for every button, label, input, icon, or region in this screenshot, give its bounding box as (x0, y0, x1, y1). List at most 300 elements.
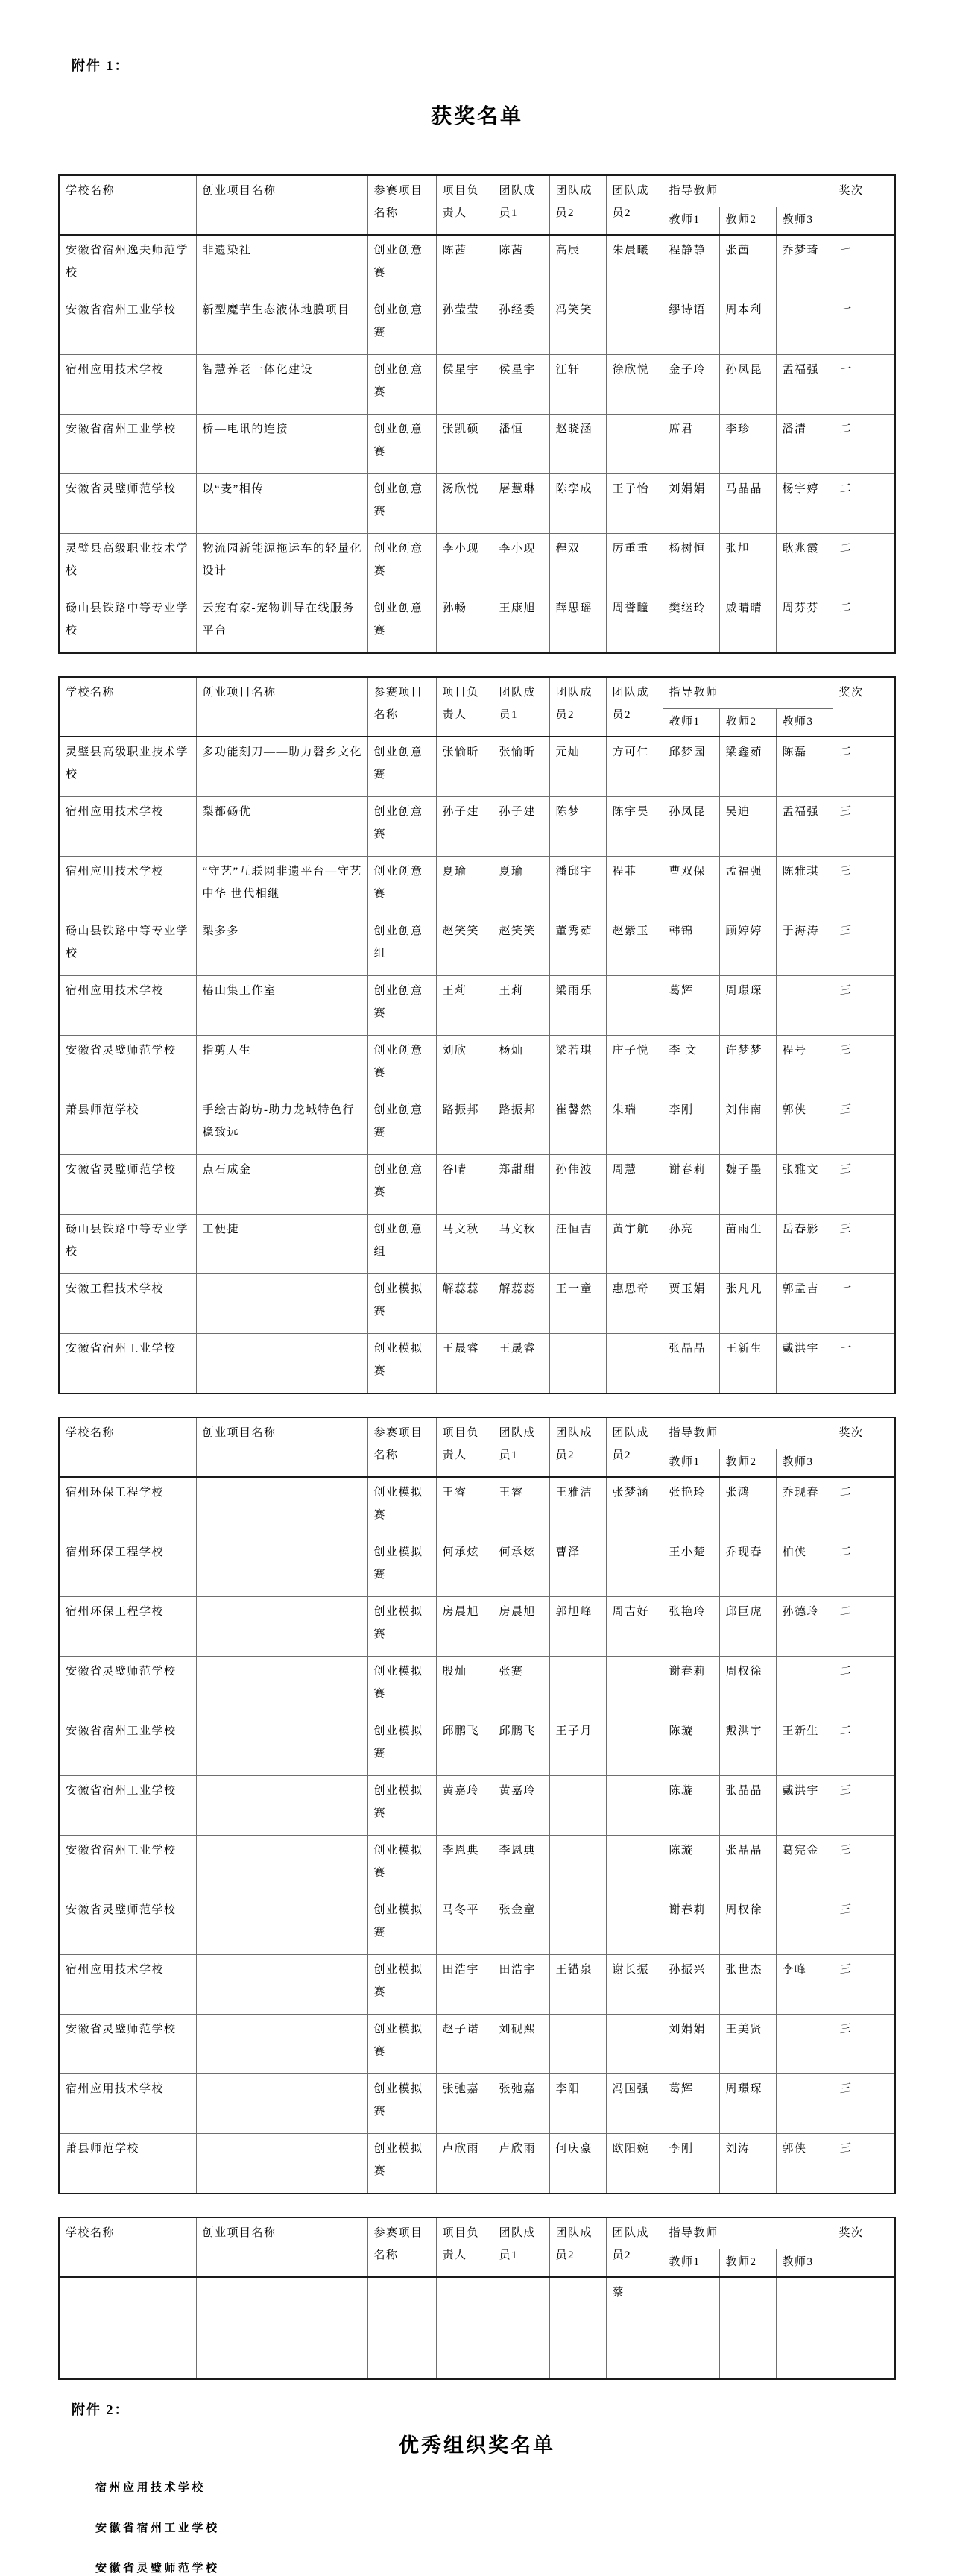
cell-value: 以“麦”相传 (202, 483, 264, 495)
header-teacher3: 教师3 (776, 709, 833, 737)
cell-value: 二 (838, 1664, 853, 1679)
cell-member2 (549, 857, 606, 916)
cell-teacher2 (719, 1036, 776, 1095)
cell-teacher1 (663, 1537, 719, 1597)
cell-value: 梨多多 (202, 925, 240, 937)
cell-value: 萧县师范学校 (66, 2143, 140, 2155)
cell-value: 创业模拟赛 (373, 1546, 423, 1581)
cell-value: 多功能刻刀——助力磬乡文化 (202, 746, 363, 758)
cell-teacher2 (719, 534, 776, 593)
cell-value: 王莉 (442, 985, 467, 997)
cell-value: 张世杰 (725, 1964, 763, 1976)
cell-teacher3 (776, 1776, 833, 1836)
cell-value: 李 文 (669, 1045, 698, 1056)
cell-value: 孙凤昆 (669, 806, 707, 818)
cell-member2b (606, 415, 663, 474)
header-teacher1: 教师1 (663, 207, 719, 236)
cell-value: 创业模拟赛 (373, 2143, 423, 2177)
header-project: 创业项目名称 (196, 677, 367, 737)
table-row (59, 976, 895, 1036)
cell-member2 (549, 534, 606, 593)
cell-competition (367, 1477, 436, 1537)
cell-value: 吴迪 (725, 806, 751, 818)
cell-teacher2 (719, 797, 776, 857)
cell-value: 乔梦琦 (782, 245, 820, 256)
header-leader: 项目负责人 (436, 2217, 493, 2277)
cell-member2 (549, 737, 606, 797)
cell-value: 灵璧县高级职业技术学校 (66, 543, 189, 577)
cell-value: 椿山集工作室 (202, 985, 277, 997)
cell-project (196, 415, 367, 474)
cell-member2 (549, 295, 606, 355)
cell-value: 宿州应用技术学校 (66, 1964, 165, 1976)
cell-school (59, 797, 196, 857)
cell-value: 汪恒吉 (555, 1224, 593, 1235)
cell-value: 程号 (782, 1045, 807, 1056)
cell-school (59, 1477, 196, 1537)
cell-competition (367, 976, 436, 1036)
cell-value: 潘邱宇 (555, 866, 593, 878)
cell-value: 周璟琛 (725, 985, 763, 997)
cell-member2b (606, 2074, 663, 2134)
cell-teacher2 (719, 355, 776, 415)
cell-value: 刘欣 (442, 1045, 467, 1056)
cell-project (196, 2277, 367, 2379)
cell-leader (436, 235, 493, 295)
cell-member2 (549, 355, 606, 415)
cell-member1 (493, 1895, 549, 1955)
cell-member1 (493, 2015, 549, 2074)
cell-school (59, 355, 196, 415)
table-row (59, 534, 895, 593)
header-row (59, 2217, 895, 2249)
header-teacher3: 教师3 (776, 1449, 833, 1478)
header-teacher2: 教师2 (719, 1449, 776, 1478)
cell-value: 创业模拟赛 (373, 1725, 423, 1760)
cell-leader (436, 1955, 493, 2015)
header-row (59, 1417, 895, 1449)
cell-value: 乔现春 (725, 1546, 763, 1558)
cell-value: 金子玲 (669, 364, 707, 376)
table-row (59, 797, 895, 857)
cell-prize (833, 534, 895, 593)
cell-member2b (606, 1537, 663, 1597)
header-row (59, 175, 895, 207)
cell-member2 (549, 1955, 606, 2015)
cell-school (59, 1895, 196, 1955)
cell-competition (367, 235, 436, 295)
header-leader: 项目负责人 (436, 677, 493, 737)
cell-teacher2 (719, 1537, 776, 1597)
cell-teacher2 (719, 474, 776, 534)
cell-teacher3 (776, 737, 833, 797)
cell-leader (436, 1537, 493, 1597)
cell-teacher2 (719, 1657, 776, 1716)
cell-value: 三 (838, 1162, 853, 1177)
cell-competition (367, 1836, 436, 1895)
cell-teacher2 (719, 2277, 776, 2379)
cell-project (196, 1274, 367, 1334)
cell-member1 (493, 1537, 549, 1597)
cell-school (59, 474, 196, 534)
cell-value: 王晟睿 (442, 1343, 480, 1355)
cell-value: 高辰 (555, 245, 581, 256)
table-row (59, 2134, 895, 2194)
cell-teacher3 (776, 534, 833, 593)
cell-leader (436, 916, 493, 976)
header-row (59, 677, 895, 709)
cell-value: 创业创意赛 (373, 423, 423, 458)
cell-project (196, 1537, 367, 1597)
cell-teacher1 (663, 976, 719, 1036)
cell-member2 (549, 1334, 606, 1394)
cell-teacher2 (719, 1477, 776, 1537)
cell-value: 砀山县铁路中等专业学校 (66, 925, 189, 960)
table-row (59, 593, 895, 654)
cell-teacher3 (776, 1095, 833, 1155)
cell-value: 宿州应用技术学校 (66, 806, 165, 818)
cell-value: 张赛 (499, 1666, 524, 1678)
cell-value: 张晶晶 (669, 1343, 707, 1355)
cell-value: 三 (838, 924, 853, 939)
table-row (59, 1155, 895, 1215)
cell-teacher3 (776, 415, 833, 474)
cell-value: 刘砚熙 (499, 2024, 537, 2035)
cell-value: 点石成金 (202, 1164, 252, 1176)
cell-member1 (493, 857, 549, 916)
cell-leader (436, 1895, 493, 1955)
cell-member1 (493, 593, 549, 654)
header-member1: 团队成员1 (493, 1417, 549, 1477)
cell-member2 (549, 1716, 606, 1776)
cell-teacher2 (719, 976, 776, 1036)
cell-value: 创业模拟赛 (373, 1666, 423, 1700)
cell-value: 耿兆霞 (782, 543, 820, 555)
cell-value: 孙凤昆 (725, 364, 763, 376)
cell-value: 宿州环保工程学校 (66, 1487, 165, 1499)
cell-member1 (493, 1334, 549, 1394)
cell-school (59, 235, 196, 295)
cell-value: 创业创意赛 (373, 245, 423, 279)
cell-project (196, 1477, 367, 1537)
cell-school (59, 1657, 196, 1716)
cell-teacher3 (776, 235, 833, 295)
cell-teacher1 (663, 2277, 719, 2379)
cell-member2b (606, 474, 663, 534)
cell-member2b (606, 1836, 663, 1895)
cell-value: 三 (838, 1962, 853, 1977)
cell-project (196, 295, 367, 355)
cell-value: 黄宇航 (612, 1224, 650, 1235)
cell-value: 谢春莉 (669, 1666, 707, 1678)
cell-value: 解蕊蕊 (499, 1283, 537, 1295)
header-teacher2: 教师2 (719, 709, 776, 737)
table-row (59, 1036, 895, 1095)
cell-value: 田浩宇 (442, 1964, 480, 1976)
cell-value: 孙德玲 (782, 1606, 820, 1618)
table-row (59, 1836, 895, 1895)
cell-school (59, 2277, 196, 2379)
cell-value: 二 (838, 422, 853, 437)
cell-value: 冯国强 (612, 2083, 650, 2095)
cell-value: 陈茜 (499, 245, 524, 256)
cell-teacher1 (663, 2134, 719, 2194)
header-prize: 奖次 (833, 677, 895, 737)
table-row (59, 1537, 895, 1597)
cell-teacher2 (719, 916, 776, 976)
cell-school (59, 2134, 196, 2194)
cell-value: 张弛嘉 (442, 2083, 480, 2095)
cell-value: 创业创意赛 (373, 1104, 423, 1139)
cell-member2 (549, 797, 606, 857)
cell-competition (367, 2277, 436, 2379)
header-leader: 项目负责人 (436, 175, 493, 235)
cell-value: 刘娟娟 (669, 483, 707, 495)
cell-prize (833, 1095, 895, 1155)
cell-value: 曹泽 (555, 1546, 581, 1558)
cell-value: 创业创意赛 (373, 806, 423, 840)
cell-project (196, 2015, 367, 2074)
cell-member2b (606, 1155, 663, 1215)
cell-value: 郑甜甜 (499, 1164, 537, 1176)
table-row (59, 1657, 895, 1716)
cell-competition (367, 593, 436, 654)
cell-value: 宿州应用技术学校 (66, 2083, 165, 2095)
header-teacher3: 教师3 (776, 2249, 833, 2278)
cell-value: 李刚 (669, 1104, 694, 1116)
cell-teacher1 (663, 2074, 719, 2134)
cell-prize (833, 355, 895, 415)
cell-value: 工便捷 (202, 1224, 240, 1235)
cell-member2b (606, 593, 663, 654)
cell-member2 (549, 415, 606, 474)
cell-value: 王莉 (499, 985, 524, 997)
cell-value: 庄子悦 (612, 1045, 650, 1056)
cell-teacher3 (776, 916, 833, 976)
cell-value: 周誉瞳 (612, 602, 650, 614)
cell-value: 安徽省宿州工业学校 (66, 304, 177, 316)
cell-value: 三 (838, 804, 853, 819)
cell-value: 三 (838, 1043, 853, 1058)
cell-leader (436, 2074, 493, 2134)
cell-teacher1 (663, 737, 719, 797)
cell-value: 安徽省灵璧师范学校 (66, 1045, 177, 1056)
cell-leader (436, 857, 493, 916)
cell-competition (367, 295, 436, 355)
cell-value: 周芬芬 (782, 602, 820, 614)
cell-value: 解蕊蕊 (442, 1283, 480, 1295)
cell-leader (436, 1477, 493, 1537)
cell-leader (436, 976, 493, 1036)
header-project: 创业项目名称 (196, 175, 367, 235)
header-teacher3: 教师3 (776, 207, 833, 236)
cell-value: 张艳玲 (669, 1606, 707, 1618)
cell-school (59, 1334, 196, 1394)
cell-teacher2 (719, 1215, 776, 1274)
cell-teacher3 (776, 2277, 833, 2379)
cell-value: 梁若琪 (555, 1045, 593, 1056)
cell-project (196, 976, 367, 1036)
cell-leader (436, 1716, 493, 1776)
header-member2: 团队成员2 (549, 1417, 606, 1477)
cell-teacher3 (776, 1895, 833, 1955)
cell-value: 马晶晶 (725, 483, 763, 495)
cell-school (59, 1955, 196, 2015)
cell-value: 王睿 (442, 1487, 467, 1499)
header-teacher1: 教师1 (663, 709, 719, 737)
cell-value: 一 (838, 1341, 853, 1356)
org-awards-title: 优秀组织奖名单 (399, 2434, 555, 2457)
header-teacher2: 教师2 (719, 2249, 776, 2278)
cell-teacher1 (663, 1095, 719, 1155)
cell-value: 三 (838, 2022, 853, 2037)
cell-member2b (606, 1274, 663, 1334)
cell-prize (833, 1155, 895, 1215)
cell-prize (833, 2015, 895, 2074)
cell-teacher1 (663, 1274, 719, 1334)
cell-project (196, 474, 367, 534)
header-member2b: 团队成员2 (606, 175, 663, 235)
cell-member2 (549, 976, 606, 1036)
cell-value: “守艺”互联网非遗平台—守艺中华 世代相继 (202, 866, 362, 900)
cell-teacher2 (719, 1155, 776, 1215)
cell-project (196, 235, 367, 295)
cell-prize (833, 1537, 895, 1597)
cell-value: 创业模拟赛 (373, 1904, 423, 1939)
header-school: 学校名称 (59, 2217, 196, 2277)
cell-value: 二 (838, 601, 853, 616)
cell-member2b (606, 355, 663, 415)
org-award-item: 安徽省宿州工业学校 (95, 2522, 220, 2534)
cell-value: 二 (838, 745, 853, 760)
cell-value: 孟福强 (782, 364, 820, 376)
cell-teacher1 (663, 857, 719, 916)
cell-member1 (493, 534, 549, 593)
cell-value: 王美贤 (725, 2024, 763, 2035)
table-row (59, 737, 895, 797)
cell-value: 李小现 (442, 543, 480, 555)
cell-member2 (549, 1537, 606, 1597)
cell-value: 汤欣悦 (442, 483, 480, 495)
cell-member2b (606, 534, 663, 593)
table-row (59, 1716, 895, 1776)
cell-member1 (493, 1477, 549, 1537)
cell-value: 刘伟南 (725, 1104, 763, 1116)
cell-value: 戴洪宇 (725, 1725, 763, 1737)
cell-value: 周本利 (725, 304, 763, 316)
header-school: 学校名称 (59, 175, 196, 235)
cell-value: 二 (838, 1485, 853, 1500)
cell-competition (367, 916, 436, 976)
cell-project (196, 2074, 367, 2134)
cell-member1 (493, 1955, 549, 2015)
cell-school (59, 1095, 196, 1155)
cell-value: 二 (838, 1724, 853, 1739)
award-table (58, 676, 896, 1394)
cell-value: 李恩典 (442, 1845, 480, 1857)
cell-value: 三 (838, 2141, 853, 2156)
cell-prize (833, 1334, 895, 1394)
cell-teacher1 (663, 2015, 719, 2074)
cell-value: 樊继玲 (669, 602, 707, 614)
cell-school (59, 2015, 196, 2074)
cell-prize (833, 1657, 895, 1716)
cell-member2 (549, 2134, 606, 2194)
cell-value: 一 (838, 362, 853, 377)
cell-member2 (549, 2277, 606, 2379)
cell-teacher3 (776, 1477, 833, 1537)
cell-value: 王错泉 (555, 1964, 593, 1976)
cell-value: 王小楚 (669, 1546, 707, 1558)
cell-value: 李阳 (555, 2083, 581, 2095)
cell-leader (436, 355, 493, 415)
cell-project (196, 1334, 367, 1394)
cell-competition (367, 2134, 436, 2194)
cell-teacher3 (776, 1716, 833, 1776)
header-teacher2: 教师2 (719, 207, 776, 236)
cell-value: 二 (838, 541, 853, 556)
cell-value: 孙子建 (442, 806, 480, 818)
cell-member1 (493, 2074, 549, 2134)
cell-value: 谢长振 (612, 1964, 650, 1976)
cell-value: 三 (838, 983, 853, 998)
cell-member2b (606, 737, 663, 797)
cell-value: 周权徐 (725, 1666, 763, 1678)
cell-teacher1 (663, 1334, 719, 1394)
cell-member2 (549, 1036, 606, 1095)
cell-value: 邱鹏飞 (499, 1725, 537, 1737)
cell-teacher1 (663, 474, 719, 534)
header-leader: 项目负责人 (436, 1417, 493, 1477)
cell-leader (436, 797, 493, 857)
cell-member2 (549, 1274, 606, 1334)
cell-teacher3 (776, 797, 833, 857)
cell-teacher2 (719, 1955, 776, 2015)
cell-leader (436, 474, 493, 534)
cell-competition (367, 797, 436, 857)
cell-member1 (493, 1776, 549, 1836)
cell-value: 何承炫 (499, 1546, 537, 1558)
cell-member2 (549, 1776, 606, 1836)
table-row (59, 2277, 895, 2379)
cell-leader (436, 295, 493, 355)
cell-teacher2 (719, 1274, 776, 1334)
cell-value: 张莤 (725, 245, 751, 256)
cell-value: 缪诗语 (669, 304, 707, 316)
table-row (59, 474, 895, 534)
cell-value: 朱瑞 (612, 1104, 637, 1116)
cell-member2 (549, 2015, 606, 2074)
cell-leader (436, 1836, 493, 1895)
table-row (59, 1776, 895, 1836)
cell-member2b (606, 1597, 663, 1657)
cell-value: 张愉昕 (442, 746, 480, 758)
cell-value: 苗雨生 (725, 1224, 763, 1235)
cell-value: 张愉昕 (499, 746, 537, 758)
cell-value: 岳春影 (782, 1224, 820, 1235)
cell-value: 安徽省宿州工业学校 (66, 1343, 177, 1355)
cell-project (196, 1597, 367, 1657)
cell-member2b (606, 2134, 663, 2194)
cell-teacher1 (663, 1895, 719, 1955)
cell-value: 创业创意赛 (373, 1045, 423, 1079)
cell-teacher3 (776, 1537, 833, 1597)
cell-value: 宿州应用技术学校 (66, 985, 165, 997)
cell-value: 黄嘉玲 (499, 1785, 537, 1797)
tables-container (58, 174, 894, 2380)
cell-value: 三 (838, 1783, 853, 1798)
cell-teacher1 (663, 1036, 719, 1095)
